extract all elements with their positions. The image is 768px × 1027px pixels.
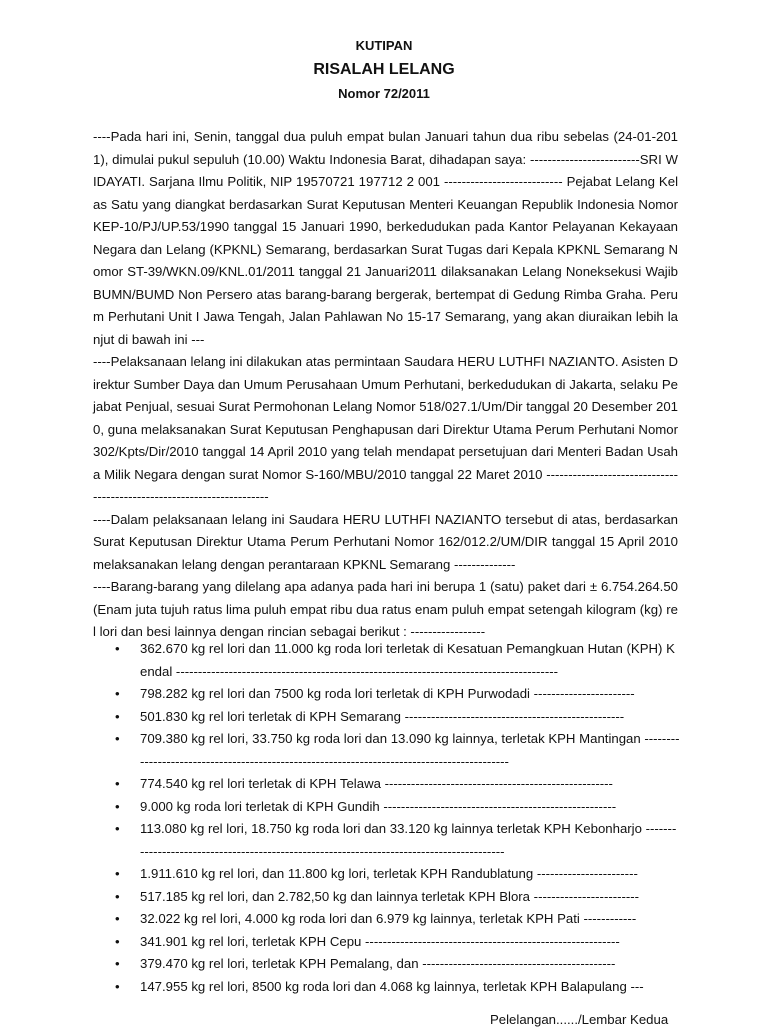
bullet-icon: • [115,708,120,724]
list-item [115,931,680,954]
list-item-text: 798.282 kg rel lori dan 7500 kg roda lori terletak di KPH Purwodadi ----------------------- [140,686,635,701]
bullet-icon: • [115,798,120,814]
bullet-icon: • [115,933,120,949]
list-item-text: 341.901 kg rel lori, terletak KPH Cepu ---------------------------------------------------------- [140,933,620,949]
doc-kicker: KUTIPAN [355,38,413,53]
list-item-text: 1.911.610 kg rel lori, dan 11.800 kg lori, terletak KPH Randublatung ----------------------- [140,866,638,881]
paragraph-execution: ----Dalam pelaksanaan lelang ini Saudara HERU LUTHFI NAZIANTO tersebut di atas, berdasarkan Surat Keputusan Direktur Utama Perum Perhutani Nomor 162/012.2/UM/DIR tanggal 15 April 2010 melaksanakan lelang dengan perantaraan KPKNL Semarang -------------- [93,511,678,572]
list-item-text: 9.000 kg roda lori terletak di KPH Gundih ----------------------------------------------------- [140,798,617,814]
list-item [115,863,680,886]
list-item [115,638,680,683]
list-item [115,953,680,976]
bullet-icon: • [115,956,120,971]
goods-list [115,638,680,998]
doc-number: Nomor 72/2011 [338,86,430,101]
paragraph-opening: ----Pada hari ini, Senin, tanggal dua puluh empat bulan Januari tahun dua ribu sebelas (24-01-2011), dimulai pukul sepuluh (10.00) Waktu Indonesia Barat, dihadapan saya: -------------------------SRI WIDAYATI. Sarjana Ilmu Politik, NIP 19570721 197712 2 001 --------------------------- Pejabat Lelang Kelas Satu yang diangkat berdasarkan Surat Keputusan Menteri Keuangan Republik Indonesia Nomor KEP-10/PJ/UP.53/1990 tanggal 15 Januari 1990, berkedudukan pada Kantor Pelayanan Kekayaan Negara dan Lelang (KPKNL) Semarang, berdasarkan Surat Tugas dari Kepala KPKNL Semarang Nomor ST-39/WKN.09/KNL.01/2011 tanggal 21 Januari2011 dilaksanakan Lelang Noneksekusi Wajib BUMN/BUMD Non Persero atas barang-barang bergerak, bertempat di Gedung Rimba Graha. Perum Perhutani Unit I Jawa Tengah, Jalan Pahlawan No 15-17 Semarang, yang akan diuraikan lebih lanjut di bawah ini --- [93,129,678,347]
bullet-icon: • [115,686,120,701]
list-item [115,706,680,729]
list-item-text: 113.080 kg rel lori, 18.750 kg roda lori dan 33.120 kg lainnya terletak KPH Kebonharjo ------------------------------------------------------------------------------------------ [140,821,677,859]
list-item-text: 517.185 kg rel lori, dan 2.782,50 kg dan lainnya terletak KPH Blora ------------------------ [140,888,640,904]
bullet-icon: • [115,641,120,656]
bullet-icon: • [115,978,120,994]
paragraph-goods: ----Barang-barang yang dilelang apa adanya pada hari ini berupa 1 (satu) paket dari ± 6.754.264.50 (Enam juta tujuh ratus lima puluh empat ribu dua ratus enam puluh empat setengah kilogram (kg) rel lori dan besi lainnya dengan rincian sebagai berikut : ----------------- [93,579,678,639]
bullet-icon: • [115,866,120,881]
bullet-icon: • [115,911,120,926]
list-item [115,976,680,999]
bullet-icon: • [115,731,120,746]
list-item-text: 709.380 kg rel lori, 33.750 kg roda lori dan 13.090 kg lainnya, terletak KPH Mantingan -------------------------------------------------------------------------------------------- [140,731,680,769]
list-item-text: 362.670 kg rel lori dan 11.000 kg roda lori terletak di Kesatuan Pemangkuan Hutan (KPH) Kendal --------------------------------------------------------------------------------------- [140,641,675,679]
list-item [115,683,680,706]
list-item-text: 32.022 kg rel lori, 4.000 kg roda lori dan 6.979 kg lainnya, terletak KPH Pati ------------ [140,911,637,926]
list-item-text: 774.540 kg rel lori terletak di KPH Telawa ---------------------------------------------------- [140,776,613,791]
body-text [93,126,678,644]
list-item-text: 501.830 kg rel lori terletak di KPH Semarang -------------------------------------------------- [140,708,625,724]
bullet-icon: • [115,821,120,836]
list-item [115,728,680,773]
list-item [115,773,680,796]
list-item [115,886,680,909]
bullet-icon: • [115,776,120,791]
doc-title: RISALAH LELANG [313,61,455,78]
paragraph-request: ----Pelaksanaan lelang ini dilakukan atas permintaan Saudara HERU LUTHFI NAZIANTO. Asisten Direktur Sumber Daya dan Umum Perusahaan Umum Perhutani, berkedudukan di Jakarta, selaku Pejabat Penjual, sesuai Surat Permohonan Lelang Nomor 518/027.1/Um/Dir tanggal 20 Desember 2010, guna melaksanakan Surat Keputusan Penghapusan dari Direktur Utama Perum Perhutani Nomor 302/Kpts/Dir/2010 tanggal 14 April 2010 yang telah mendapat persetujuan dari Menteri Badan Usaha Milik Negara dengan surat Nomor S-160/MBU/2010 tanggal 22 Maret 2010 ---------------------------------------------------------------------- [93,354,678,504]
page-continuation-note: Pelelangan....../Lembar Kedua [490,1012,669,1027]
list-item [115,818,680,863]
list-item-text: 379.470 kg rel lori, terletak KPH Pemalang, dan -------------------------------------------- [140,956,616,971]
list-item [115,796,680,819]
list-item-text: 147.955 kg rel lori, 8500 kg roda lori dan 4.068 kg lainnya, terletak KPH Balapulang --- [140,978,644,994]
bullet-icon: • [115,888,120,904]
list-item [115,908,680,931]
